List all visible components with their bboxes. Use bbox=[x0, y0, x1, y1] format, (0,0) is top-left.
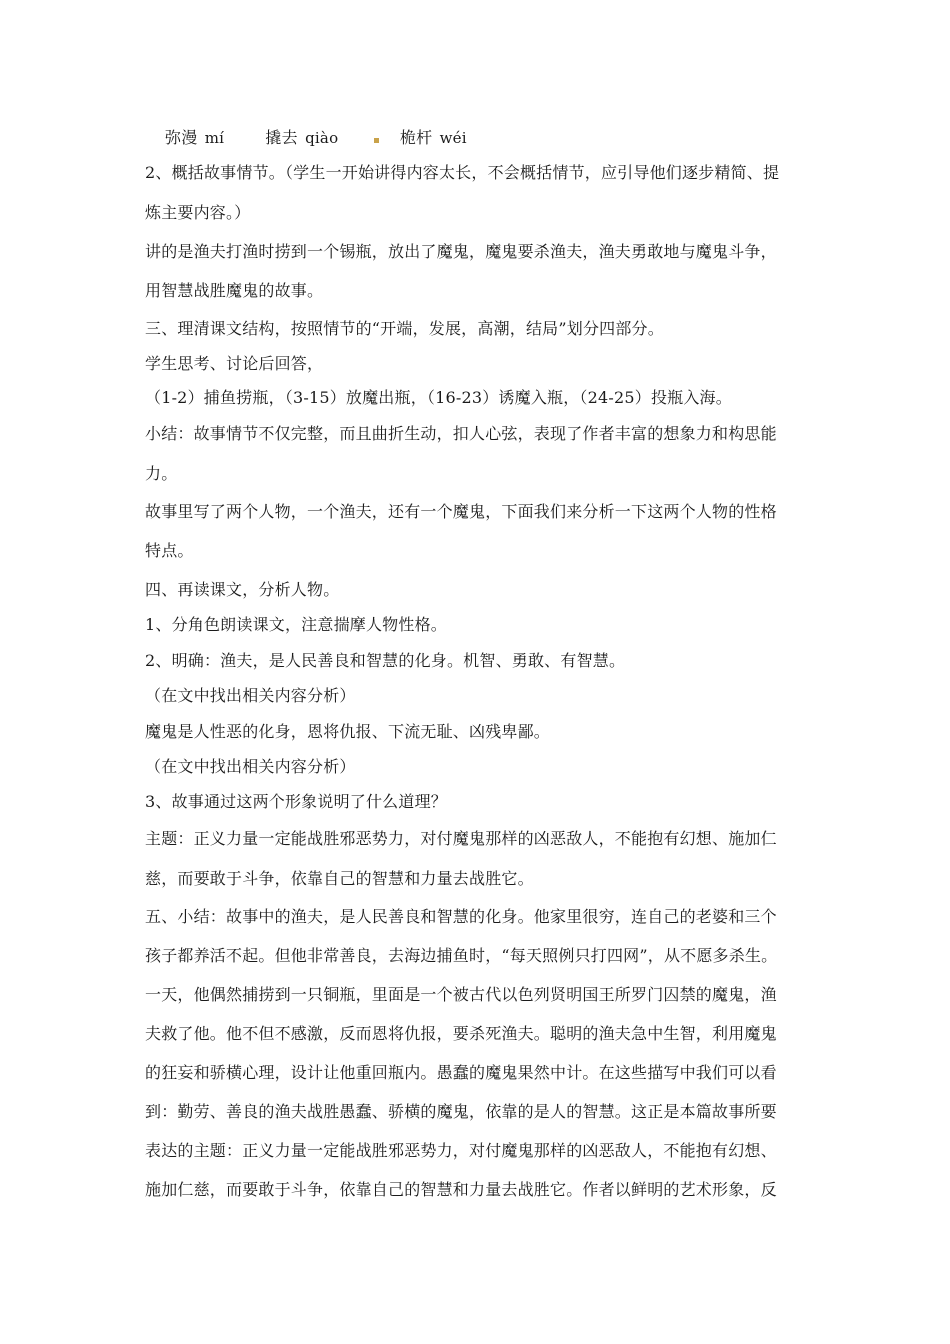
text-line: 施加仁慈，而要敢于斗争，依靠自己的智慧和力量去战胜它。作者以鲜明的艺术形象，反 bbox=[145, 1180, 777, 1199]
text-line: 慈，而要敢于斗争，依靠自己的智慧和力量去战胜它。 bbox=[145, 869, 534, 888]
text-line: 学生思考、讨论后回答， bbox=[145, 354, 324, 373]
text-line: 夫救了他。他不但不感激，反而恩将仇报，要杀死渔夫。聪明的渔夫急中生智，利用魔鬼 bbox=[145, 1024, 777, 1043]
decorative-dot bbox=[374, 138, 379, 143]
text-line: （1-2）捕鱼捞瓶，（3-15）放魔出瓶，（16-23）诱魔入瓶，（24-25）投瓶入海。 bbox=[145, 388, 732, 407]
text-line: 故事里写了两个人物，一个渔夫，还有一个魔鬼，下面我们来分析一下这两个人物的性格 bbox=[145, 502, 777, 521]
vocab-word: 桅杆 bbox=[399, 128, 433, 147]
vocab-pinyin: mí bbox=[204, 129, 225, 147]
text-line: （在文中找出相关内容分析） bbox=[145, 686, 356, 705]
vocab-pinyin: wéi bbox=[439, 129, 467, 147]
text-line: 表达的主题：正义力量一定能战胜邪恶势力，对付魔鬼那样的凶恶敌人，不能抱有幻想、 bbox=[145, 1141, 777, 1160]
vocab-word: 弥漫 bbox=[165, 128, 198, 147]
text-line: 小结：故事情节不仅完整，而且曲折生动，扣人心弦，表现了作者丰富的想象力和构思能 bbox=[145, 424, 777, 443]
vocab-row bbox=[165, 128, 845, 148]
text-line: 力。 bbox=[145, 464, 178, 483]
text-line: 1、分角色朗读课文，注意揣摩人物性格。 bbox=[145, 615, 447, 634]
text-line: 用智慧战胜魔鬼的故事。 bbox=[145, 281, 324, 300]
section-heading: 四、再读课文，分析人物。 bbox=[145, 580, 340, 599]
text-line: 炼主要内容。） bbox=[145, 203, 251, 222]
text-line: （在文中找出相关内容分析） bbox=[145, 757, 356, 776]
vocab-word: 撬去 bbox=[265, 128, 298, 147]
text-line: 2、明确：渔夫，是人民善良和智慧的化身。机智、勇敢、有智慧。 bbox=[145, 651, 626, 670]
text-line: 特点。 bbox=[145, 541, 194, 560]
text-line: 到：勤劳、善良的渔夫战胜愚蠢、骄横的魔鬼，依靠的是人的智慧。这正是本篇故事所要 bbox=[145, 1102, 777, 1121]
text-line: 3、故事通过这两个形象说明了什么道理？ bbox=[145, 792, 447, 811]
text-line: 孩子都养活不起。但他非常善良，去海边捕鱼时，“每天照例只打四网”，从不愿多杀生。 bbox=[145, 946, 778, 965]
text-line: 一天，他偶然捕捞到一只铜瓶，里面是一个被古代以色列贤明国王所罗门囚禁的魔鬼，渔 bbox=[145, 985, 777, 1004]
text-line: 2、概括故事情节。（学生一开始讲得内容太长，不会概括情节，应引导他们逐步精简、提 bbox=[145, 163, 780, 182]
text-line: 讲的是渔夫打渔时捞到一个锡瓶，放出了魔鬼，魔鬼要杀渔夫，渔夫勇敢地与魔鬼斗争， bbox=[145, 242, 777, 261]
section-heading: 三、理清课文结构，按照情节的“开端，发展，高潮，结局”划分四部分。 bbox=[145, 319, 664, 338]
text-line: 的狂妄和骄横心理，设计让他重回瓶内。愚蠢的魔鬼果然中计。在这些描写中我们可以看 bbox=[145, 1063, 777, 1082]
text-line: 魔鬼是人性恶的化身，恩将仇报、下流无耻、凶残卑鄙。 bbox=[145, 722, 551, 741]
text-line: 主题：正义力量一定能战胜邪恶势力，对付魔鬼那样的凶恶敌人，不能抱有幻想、施加仁 bbox=[145, 829, 777, 848]
vocab-pinyin: qiào bbox=[305, 129, 339, 147]
section-heading: 五、小结：故事中的渔夫，是人民善良和智慧的化身。他家里很穷，连自己的老婆和三个 bbox=[145, 907, 777, 926]
